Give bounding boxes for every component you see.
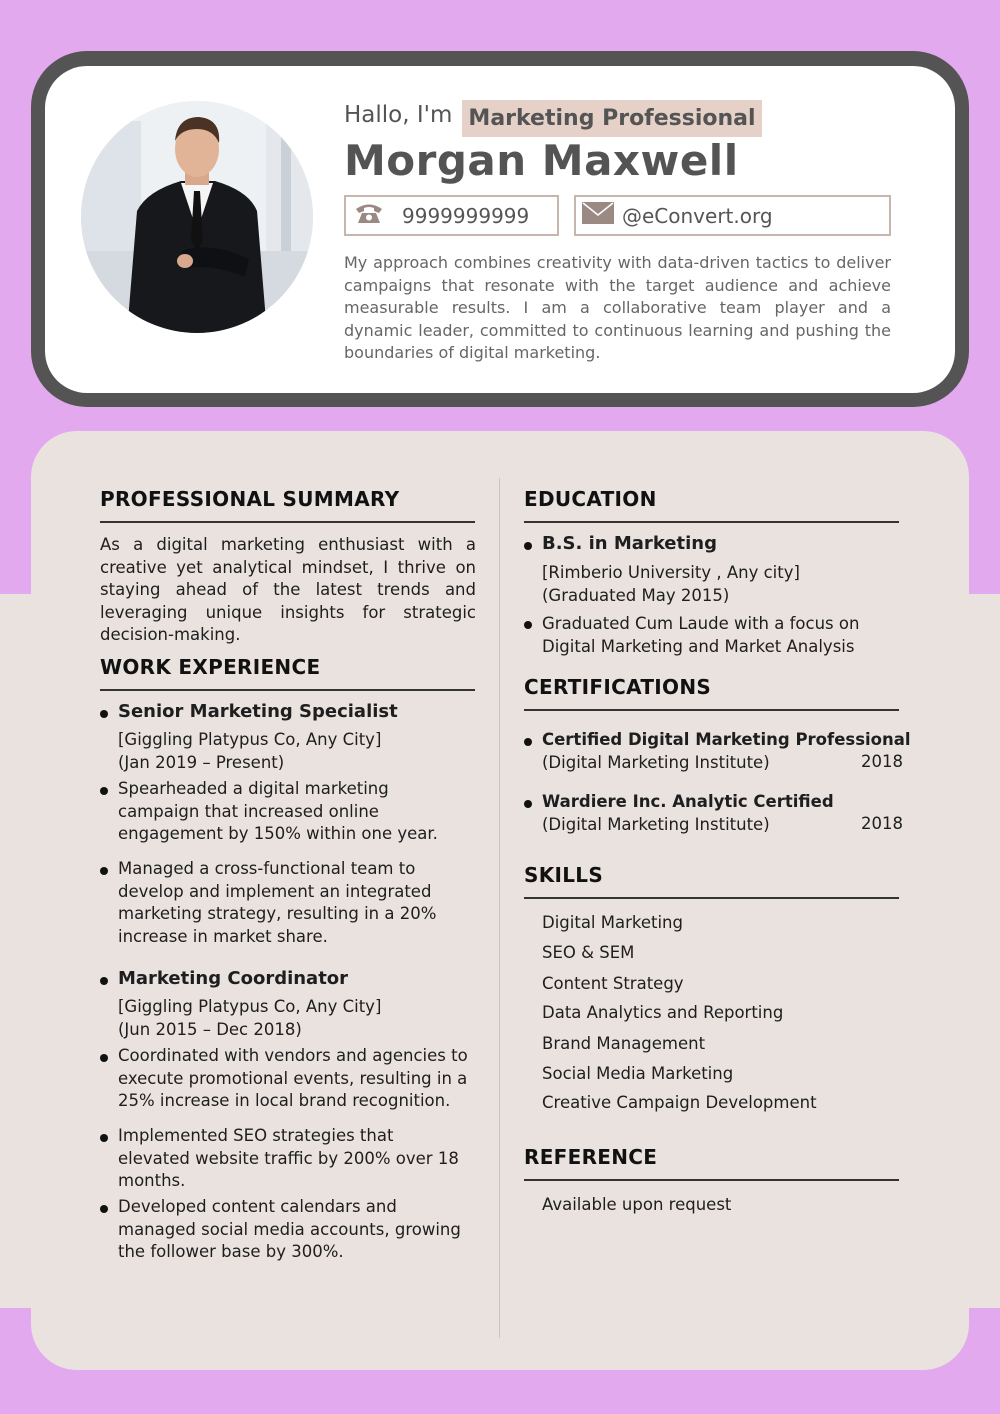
job-bullet: Implemented SEO strategies that elevated website traffic by 200% over 18 months.	[118, 1126, 459, 1191]
bullet-dot	[100, 787, 108, 795]
profile-photo	[81, 101, 313, 333]
skill-item: Creative Campaign Development	[542, 1093, 817, 1112]
certifications-title: CERTIFICATIONS	[524, 675, 712, 699]
bullet-dot	[100, 867, 108, 875]
job-bullet: Managed a cross-functional team to develop and implement an integrated marketing strategy, resulting in a 20% increase in market share.	[118, 859, 437, 946]
cert-issuer: (Digital Marketing Institute)	[542, 815, 770, 834]
job-meta: [Giggling Platypus Co, Any City] (Jun 2015 – Dec 2018)	[118, 997, 382, 1039]
cert-year: 2018	[861, 752, 903, 771]
bullet-dot	[100, 1205, 108, 1213]
skill-item: Digital Marketing	[542, 913, 683, 932]
bullet-dot	[524, 542, 532, 550]
reference-rule	[524, 1179, 899, 1181]
job-role: Marketing Coordinator	[118, 968, 349, 989]
education-title: EDUCATION	[524, 487, 657, 511]
email-address: @eConvert.org	[622, 203, 773, 228]
candidate-name: Morgan Maxwell	[344, 136, 739, 185]
education-note: Graduated Cum Laude with a focus on Digital Marketing and Market Analysis	[542, 614, 860, 656]
work-title: WORK EXPERIENCE	[100, 655, 321, 679]
phone-number: 9999999999	[402, 203, 530, 228]
envelope-icon	[582, 202, 616, 229]
skill-item: Data Analytics and Reporting	[542, 1003, 784, 1022]
job-meta: [Giggling Platypus Co, Any City] (Jan 2019 – Present)	[118, 730, 382, 772]
job-bullet: Spearheaded a digital marketing campaign that increased online engagement by 150% within one year.	[118, 779, 438, 844]
email-box[interactable]	[574, 195, 891, 236]
phone-icon	[354, 201, 384, 230]
cert-name: Certified Digital Marketing Professional	[542, 730, 911, 749]
job-bullet: Developed content calendars and managed social media accounts, growing the follower base by 300%.	[118, 1197, 461, 1262]
cert-name: Wardiere Inc. Analytic Certified	[542, 792, 834, 811]
bullet-dot	[524, 738, 532, 746]
skill-item: Content Strategy	[542, 974, 684, 993]
bullet-dot	[100, 1054, 108, 1062]
skill-item: Social Media Marketing	[542, 1064, 734, 1083]
summary-title: PROFESSIONAL SUMMARY	[100, 487, 400, 511]
education-rule	[524, 521, 899, 523]
column-divider	[499, 478, 500, 1338]
bullet-dot	[524, 621, 532, 629]
role-tag: Marketing Professional	[462, 100, 762, 137]
job-role: Senior Marketing Specialist	[118, 701, 398, 722]
bullet-dot	[100, 710, 108, 718]
summary-rule	[100, 521, 475, 523]
skill-item: Brand Management	[542, 1034, 706, 1053]
bullet-dot	[100, 1134, 108, 1142]
degree-name: B.S. in Marketing	[542, 533, 717, 554]
reference-text: Available upon request	[542, 1195, 732, 1214]
work-rule	[100, 689, 475, 691]
intro-paragraph: My approach combines creativity with data-driven tactics to deliver campaigns that resonate with the target audience and achieve measurable results. I am a collaborative team player and a dynamic leader, committed to continuous learning and pushing the boundaries of digital marketing.	[344, 253, 891, 363]
certifications-rule	[524, 709, 899, 711]
cert-year: 2018	[861, 814, 903, 833]
reference-title: REFERENCE	[524, 1145, 658, 1169]
summary-text: As a digital marketing enthusiast with a creative yet analytical mindset, I thrive on staying ahead of the latest trends and leveraging unique insights for strategic decision-making.	[100, 535, 476, 645]
skills-rule	[524, 897, 899, 899]
skill-item: SEO & SEM	[542, 943, 635, 962]
cert-issuer: (Digital Marketing Institute)	[542, 753, 770, 772]
school-info: [Rimberio University , Any city] (Graduated May 2015)	[542, 563, 800, 605]
bullet-dot	[524, 800, 532, 808]
phone-box[interactable]	[344, 195, 559, 236]
greeting-text: Hallo, I'm	[344, 102, 453, 128]
job-bullet: Coordinated with vendors and agencies to execute promotional events, resulting in a 25% increase in local brand recognition.	[118, 1046, 468, 1111]
skills-title: SKILLS	[524, 863, 604, 887]
bullet-dot	[100, 977, 108, 985]
